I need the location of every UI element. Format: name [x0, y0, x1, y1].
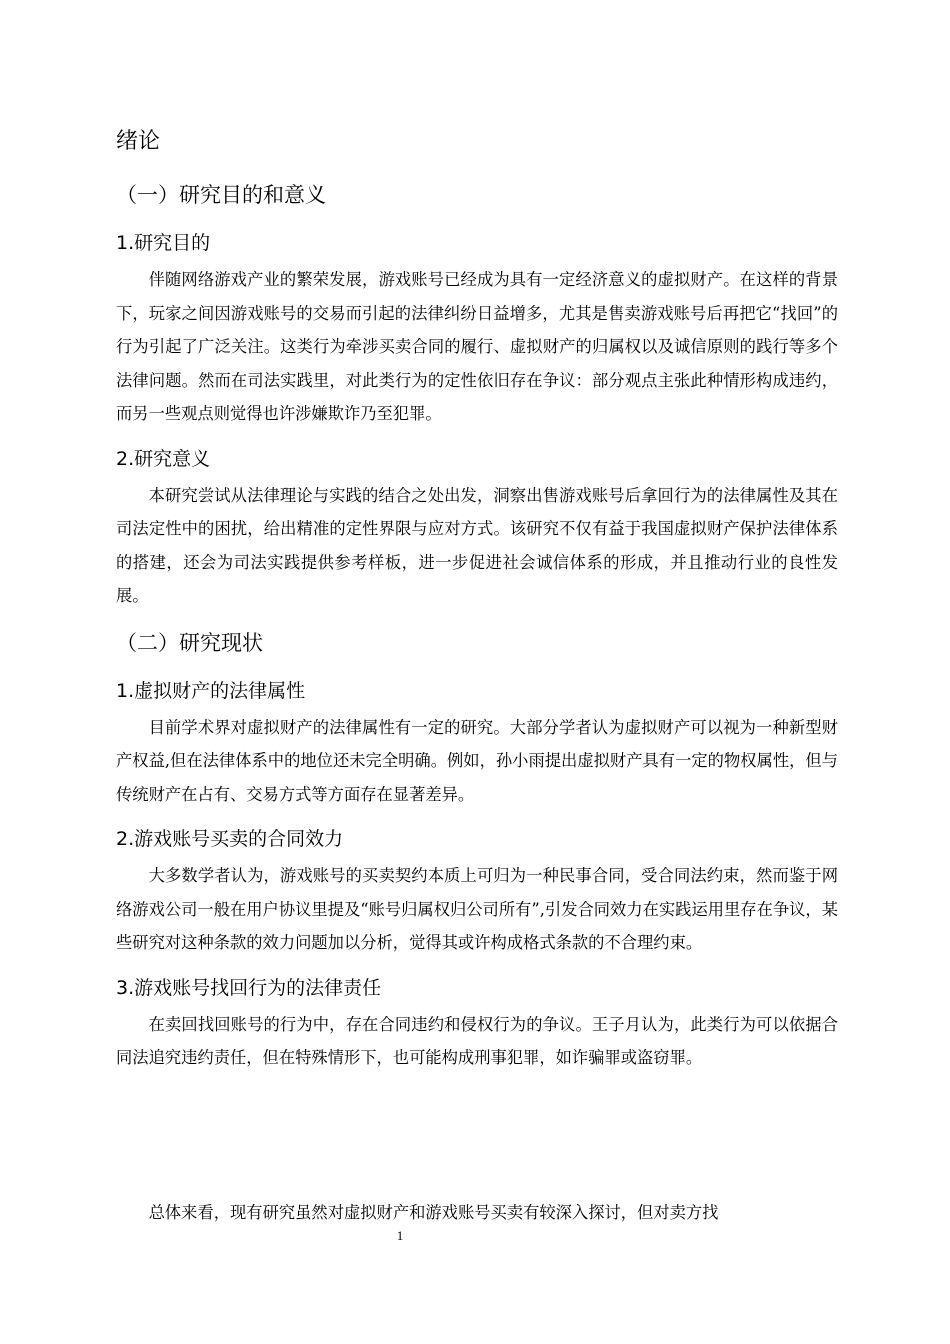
paragraph-research-purpose: 伴随网络游戏产业的繁荣发展，游戏账号已经成为具有一定经济意义的虚拟财产。在这样的背景下，玩家之间因游戏账号的交易而引起的法律纠纷日益增多，尤其是售卖游戏账号后再把它“找回”的行为引起了广泛关注。这类行为牵涉买卖合同的履行、虚拟财产的归属权以及诚信原则的践行等多个法律问题。然而在司法实践里，对此类行为的定性依旧存在争议：部分观点主张此种情形构成违约，而另一些观点则觉得也许涉嫌欺诈乃至犯罪。	[116, 270, 838, 423]
paragraph-legal-liability: 在卖回找回账号的行为中，存在合同违约和侵权行为的争议。王子月认为，此类行为可以依据合同法追究违约责任，但在特殊情形下，也可能构成刑事犯罪，如诈骗罪或盗窃罪。	[116, 1014, 838, 1067]
document-body	[116, 125, 838, 1075]
section-title-status: （二）研究现状	[116, 630, 263, 655]
subsection-title-research-significance: 2.研究意义	[116, 447, 211, 470]
subsection-title-contract-validity: 2.游戏账号买卖的合同效力	[116, 828, 344, 850]
paragraph-contract-validity: 大多数学者认为，游戏账号的买卖契约本质上可归为一种民事合同，受合同法约束，然而鉴于网络游戏公司一般在用户协议里提及“账号归属权归公司所有”,引发合同效力在实践运用里存在争议，某些研究对这种条款的效力问题加以分析，觉得其或许构成格式条款的不合理约束。	[116, 866, 838, 952]
paragraph-research-significance: 本研究尝试从法律理论与实践的结合之处出发，洞察出售游戏账号后拿回行为的法律属性及其在司法定性中的困扰，给出精准的定性界限与应对方式。该研究不仅有益于我国虚拟财产保护法律体系的搭建，还会为司法实践提供参考样板，进一步促进社会诚信体系的形成，并且推动行业的良性发展。	[116, 485, 838, 605]
subsection-title-legal-liability: 3.游戏账号找回行为的法律责任	[116, 976, 382, 999]
section-title-purpose: （一）研究目的和意义	[116, 183, 326, 207]
subsection-title-research-purpose: 1.研究目的	[116, 232, 211, 254]
page-number: 1	[396, 1228, 404, 1243]
subsection-title-virtual-property: 1.虚拟财产的法律属性	[116, 679, 306, 702]
chapter-title: 绪论	[116, 129, 161, 154]
paragraph-summary: 总体来看，现有研究虽然对虚拟财产和游戏账号买卖有较深入探讨，但对卖方找	[148, 1203, 719, 1222]
paragraph-virtual-property: 目前学术界对虚拟财产的法律属性有一定的研究。大部分学者认为虚拟财产可以视为一种新型财产权益,但在法律体系中的地位还未完全明确。例如，孙小雨提出虚拟财产具有一定的物权属性，但与传统财产在占有、交易方式等方面存在显著差异。	[116, 717, 838, 804]
